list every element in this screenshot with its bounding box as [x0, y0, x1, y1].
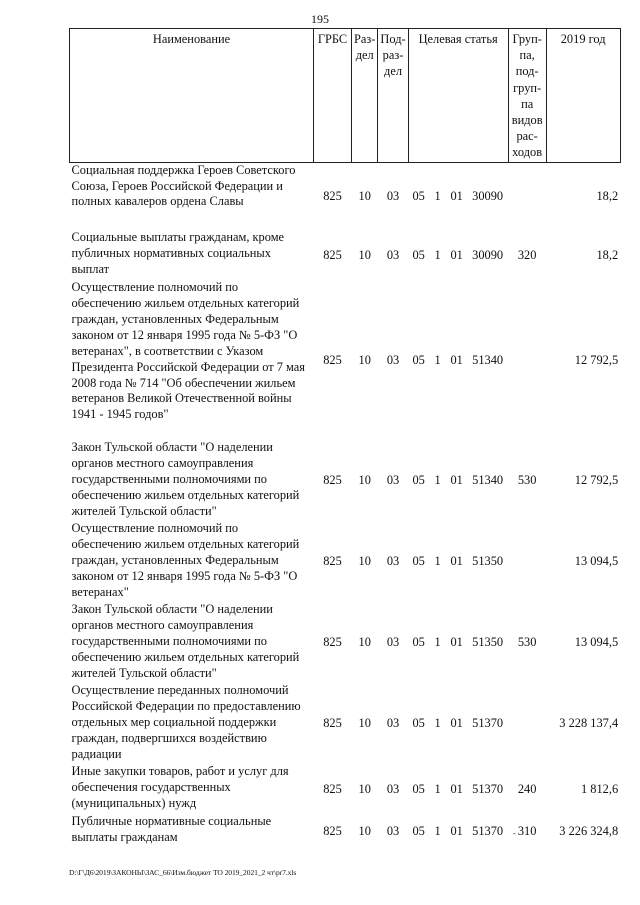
cell-target-subprogram: 1	[434, 823, 441, 838]
cell-target-subprogram: 1	[434, 473, 441, 488]
budget-table	[69, 28, 621, 848]
header-year: 2019 год	[546, 29, 620, 163]
table-row	[70, 440, 621, 521]
cell-expense-group: 530	[517, 473, 537, 488]
cell-podrazdel: 03	[386, 188, 400, 203]
cell-target-event: 01	[450, 352, 463, 367]
cell-target-event: 01	[450, 554, 463, 569]
header-razdel: Раз-дел	[352, 29, 378, 163]
cell-grbs: 825	[323, 635, 342, 650]
cell-target-subprogram: 1	[434, 554, 441, 569]
table-body	[70, 162, 621, 848]
cell-amount: 13 094,5	[574, 554, 619, 569]
cell-target-direction: 30090	[472, 188, 504, 203]
cell-grbs: 825	[323, 716, 342, 731]
header-podrazdel: Под-раз-дел	[378, 29, 408, 163]
cell-grbs: 825	[323, 554, 342, 569]
cell-target-program: 05	[412, 635, 425, 650]
cell-amount: 13 094,5	[574, 635, 619, 650]
header-name: Наименование	[70, 29, 314, 163]
header-expense-group: Груп-па, под-груп-па видов рас-ходов	[508, 29, 546, 163]
cell-expense-group	[508, 683, 546, 764]
header-target-article: Целевая статья	[408, 29, 508, 163]
cell-razdel: 10	[358, 554, 371, 569]
cell-target-event: 01	[450, 635, 463, 650]
cell-podrazdel: 03	[386, 554, 400, 569]
table-header-row	[70, 29, 621, 163]
row-name: Публичные нормативные социальные выплаты гражданам	[71, 814, 272, 845]
table-row	[70, 280, 621, 440]
row-name: Осуществление полномочий по обеспечению жильем отдельных категорий граждан, установленных Федеральным законом от 12 января 1995 года № 5-ФЗ "О ветеранах"	[71, 521, 300, 599]
cell-expense-group: 530	[517, 635, 537, 650]
header-grbs: ГРБС	[314, 29, 352, 163]
cell-target-direction: 51340	[472, 473, 504, 488]
table-row	[70, 521, 621, 602]
cell-podrazdel: 03	[386, 247, 400, 262]
cell-target-subprogram: 1	[434, 635, 441, 650]
cell-razdel: 10	[358, 781, 371, 796]
cell-razdel: 10	[358, 823, 371, 838]
cell-target-direction: 51350	[472, 635, 504, 650]
cell-grbs: 825	[323, 247, 342, 262]
row-name: Иные закупки товаров, работ и услуг для обеспечения государственных (муниципальных) нужд	[71, 764, 289, 810]
cell-target-program: 05	[412, 554, 425, 569]
cell-podrazdel: 03	[386, 823, 400, 838]
cell-razdel: 10	[358, 473, 371, 488]
footer-file-path: D:\Г\Д6\2019\ЗАКОНЫ\ЗАС_66\Изм.бюджет ТО 2019_2021_2 чт\pr7.xls	[69, 868, 297, 877]
cell-target-program: 05	[412, 823, 425, 838]
cell-target-subprogram: 1	[434, 781, 441, 796]
cell-grbs: 825	[323, 473, 342, 488]
table-row	[70, 814, 621, 848]
cell-expense-group: 320	[517, 247, 537, 262]
cell-target-direction: 51370	[472, 823, 504, 838]
cell-podrazdel: 03	[386, 781, 400, 796]
cell-target-event: 01	[450, 781, 463, 796]
cell-podrazdel: 03	[386, 352, 400, 367]
cell-target-program: 05	[412, 352, 425, 367]
table-row	[70, 230, 621, 280]
cell-amount: 3 226 324,8	[559, 823, 619, 838]
cell-target-direction: 51370	[472, 716, 504, 731]
cell-razdel: 10	[358, 188, 371, 203]
cell-grbs: 825	[323, 823, 342, 838]
cell-amount: 18,2	[596, 188, 619, 203]
cell-target-event: 01	[450, 247, 463, 262]
cell-expense-group	[508, 521, 546, 602]
row-name: Осуществление полномочий по обеспечению жильем отдельных категорий граждан, установленных Федеральным законом от 12 января 1995 года № 5-ФЗ "О ветеранах", в соответствии с Указом Президента Российской Федерации от 7 мая 2008 года № 714 "Об обеспечении жильем ветеранов Великой Отечественной войны 1941 - 1945 годов"	[71, 280, 305, 422]
stray-mark: -	[513, 829, 516, 838]
cell-target-direction: 51340	[472, 352, 504, 367]
cell-podrazdel: 03	[386, 716, 400, 731]
cell-target-program: 05	[412, 781, 425, 796]
cell-amount: 18,2	[596, 247, 619, 262]
cell-grbs: 825	[323, 352, 342, 367]
cell-expense-group: 310	[517, 823, 537, 838]
row-name: Осуществление переданных полномочий Российской Федерации по предоставлению отдельных мер социальной поддержки граждан, подвергшихся воздействию радиации	[71, 683, 301, 761]
table-row	[70, 683, 621, 764]
table-row	[70, 602, 621, 683]
cell-expense-group: 240	[517, 781, 537, 796]
cell-razdel: 10	[358, 247, 371, 262]
cell-target-event: 01	[450, 716, 463, 731]
row-name: Закон Тульской области "О наделении органов местного самоуправления государственными полномочиями по обеспечению жильем отдельных категорий жителей Тульской области"	[71, 602, 300, 680]
cell-amount: 12 792,5	[574, 473, 619, 488]
cell-target-event: 01	[450, 473, 463, 488]
table-row	[70, 764, 621, 814]
cell-expense-group	[508, 162, 546, 230]
cell-target-subprogram: 1	[434, 188, 441, 203]
cell-target-event: 01	[450, 823, 463, 838]
cell-target-direction: 30090	[472, 247, 504, 262]
cell-target-event: 01	[450, 188, 463, 203]
cell-target-program: 05	[412, 716, 425, 731]
cell-amount: 12 792,5	[574, 352, 619, 367]
cell-target-program: 05	[412, 247, 425, 262]
cell-amount: 1 812,6	[580, 781, 619, 796]
row-name: Закон Тульской области "О наделении органов местного самоуправления государственными полномочиями по обеспечению жильем отдельных категорий жителей Тульской области"	[71, 440, 300, 518]
cell-grbs: 825	[323, 188, 342, 203]
cell-target-program: 05	[412, 188, 425, 203]
cell-target-program: 05	[412, 473, 425, 488]
row-name: Социальные выплаты гражданам, кроме публичных нормативных социальных выплат	[71, 230, 285, 276]
cell-target-subprogram: 1	[434, 247, 441, 262]
page-number: 195	[311, 12, 329, 26]
cell-target-direction: 51370	[472, 781, 504, 796]
cell-podrazdel: 03	[386, 473, 400, 488]
cell-amount: 3 228 137,4	[559, 716, 619, 731]
cell-razdel: 10	[358, 635, 371, 650]
cell-target-subprogram: 1	[434, 716, 441, 731]
cell-podrazdel: 03	[386, 635, 400, 650]
table-row	[70, 162, 621, 230]
cell-expense-group	[508, 280, 546, 440]
row-name: Социальная поддержка Героев Советского Союза, Героев Российской Федерации и полных кавалеров ордена Славы	[71, 162, 296, 209]
cell-target-direction: 51350	[472, 554, 504, 569]
cell-razdel: 10	[358, 352, 371, 367]
cell-razdel: 10	[358, 716, 371, 731]
cell-target-subprogram: 1	[434, 352, 441, 367]
cell-grbs: 825	[323, 781, 342, 796]
